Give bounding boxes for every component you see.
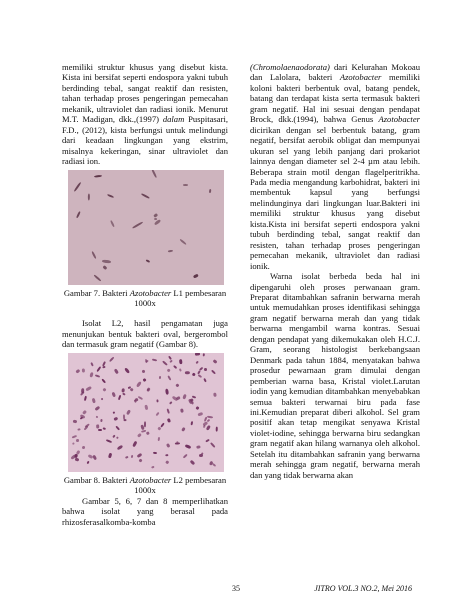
bacterium-cell — [183, 394, 188, 400]
bacterium-cell — [145, 387, 150, 392]
right-paragraph-2: Warna isolat berbeda beda hal ini dipengaruhi oleh proses perwanaan gram. Preparat ditambahkan safranin berwarna merah untuk memudahkan proses identifikasi sehingga gram negatif berwarna merah dan yang tidak berwarna mengambil warna kontras. Sesuai dengan pendapat yang dikemukakan oleh H.C.J. Gram, seorang histologist berkebangsaan Denmark pada tahun 1884, menyatakan bahwa prosedur pewarnaan gram dimulai dengan pemberian warna basa, Kristal violet.Larutan iodin yang kemudian ditambahkan menyebabkan semua bakteri terwarnai biru pada fase ini.Kemudian preparat diberi alkohol. Sel gram positif akan tetap mengikat senyawa Kristal violet-iodine, sehingga berwarna biru sedangkan gram negatif akan hilang warnanya oleh alkohol. Setelah itu ditambahkan safranin yang berwarna merah sehingga gram negatif, berwarna merah dan yang tidak berwarna akan — [250, 271, 420, 480]
bacterium-cell — [73, 182, 81, 192]
right-paragraph-1-species: (Chromolaenaodorata) — [250, 62, 330, 72]
left-paragraph-1-end: Puspitasari, F.D., (2012), kista berfungsi untuk melindungi dari keadaan lingkungan yang ekstrim, misalnya kekeringan, sinar ultraviolet dan radiasi ion. — [62, 114, 228, 167]
bacterium-cell — [192, 395, 196, 398]
bacterium-cell — [206, 439, 210, 442]
right-paragraph-1-text-b: memiliki koloni bakteri berbentuk oval, batang pendek, batang dan terdapat kista serta termasuk bakteri gram negatif. Hal ini sesuai dengan pendapat Brock, dkk.(1994), bahwa Genus — [250, 72, 420, 125]
bacterium-cell — [215, 427, 217, 432]
bacterium-cell — [87, 461, 91, 465]
bacterium-cell — [72, 443, 75, 445]
bacterium-cell — [125, 456, 128, 459]
bacterium-cell — [153, 218, 156, 220]
bacterium-cell — [100, 419, 103, 422]
bacterium-cell — [158, 437, 160, 441]
bacterium-cell — [176, 396, 181, 400]
bacterium-cell — [129, 387, 134, 392]
bacterium-cell — [145, 405, 149, 410]
bacterium-cell — [142, 370, 146, 374]
bacterium-cell — [131, 455, 134, 459]
bacterium-cell — [75, 458, 79, 462]
bacterium-cell — [175, 442, 180, 444]
bacterium-cell — [168, 250, 173, 253]
bacterium-cell — [110, 220, 115, 227]
bacterium-cell — [153, 452, 158, 455]
bacterium-cell — [146, 431, 150, 435]
bacterium-cell — [87, 194, 89, 201]
bacterium-cell — [122, 393, 125, 396]
bacterium-cell — [113, 416, 118, 421]
bacterium-cell — [206, 425, 211, 431]
page-number: 35 — [232, 584, 240, 593]
bacterium-cell — [168, 375, 172, 380]
bacterium-cell — [124, 414, 126, 419]
bacterium-cell — [75, 369, 80, 374]
bacterium-cell — [111, 392, 116, 398]
bacterium-cell — [146, 259, 150, 262]
bacterium-cell — [98, 429, 102, 431]
bacterium-cell — [173, 365, 178, 370]
bacterium-cell — [132, 221, 143, 229]
bacterium-cell — [184, 444, 190, 449]
bacterium-cell — [199, 454, 203, 457]
bacterium-cell — [197, 412, 203, 416]
bacterium-cell — [211, 369, 216, 374]
bacterium-cell — [101, 378, 106, 384]
bacterium-cell — [81, 369, 85, 374]
left-paragraph-3: Gambar 5, 6, 7 dan 8 memperlihatkan bahwa isolat yang berasal pada rhizosferasalkomba-komba — [62, 495, 228, 527]
bacterium-cell — [95, 406, 101, 411]
bacterium-cell — [165, 454, 168, 456]
bacterium-cell — [178, 369, 181, 372]
bacterium-cell — [79, 417, 83, 420]
bacterium-cell — [185, 371, 190, 374]
figure-8-caption-detail: L2 pembesaran 1000x — [134, 474, 227, 496]
left-paragraph-1-emphasis: dalam — [162, 114, 185, 125]
bacterium-cell — [76, 212, 81, 219]
bacterium-cell — [102, 387, 106, 391]
bacterium-cell — [115, 425, 120, 430]
bacterium-cell — [178, 359, 182, 364]
bacterium-cell — [72, 420, 77, 423]
bacterium-cell — [90, 362, 94, 366]
bacterium-cell — [115, 436, 118, 439]
bacterium-cell — [79, 391, 84, 396]
right-paragraph-1-genus-b: Azotobacter — [378, 114, 420, 125]
bacterium-cell — [208, 189, 211, 193]
left-column — [62, 62, 228, 527]
bacterium-cell — [203, 378, 207, 382]
bacterium-cell — [94, 175, 102, 178]
bacterium-cell — [102, 265, 107, 270]
bacterium-cell — [195, 361, 199, 365]
figure-7-caption-genus: Azotobacter — [129, 287, 172, 298]
bacterium-cell — [156, 412, 160, 416]
bacterium-cell — [197, 370, 201, 374]
bacterium-cell — [114, 368, 119, 374]
bacterium-cell — [203, 353, 205, 357]
bacterium-cell — [97, 366, 102, 372]
bacterium-cell — [169, 359, 173, 363]
bacterium-cell — [142, 377, 146, 382]
bacterium-cell — [102, 427, 106, 430]
bacterium-cell — [141, 193, 150, 199]
bacterium-cell — [190, 459, 196, 465]
bacterium-cell — [192, 372, 196, 376]
bacterium-cell — [162, 360, 168, 365]
bacterium-cell — [213, 359, 218, 364]
bacterium-cell — [152, 358, 157, 361]
bacterium-cell — [139, 459, 143, 463]
bacterium-cell — [93, 274, 101, 281]
bacterium-cell — [196, 446, 201, 449]
bacterium-cell — [204, 368, 207, 371]
figure-7-micrograph — [68, 170, 224, 285]
bacterium-cell — [207, 415, 213, 418]
bacterium-cell — [183, 184, 188, 186]
right-paragraph-1-text-c: dicirikan dengan sel berbentuk batang, gram negatif, bersifat aerobik obligat dan mempunyai ukuran sel yang lebih panjang dari prokariot lainnya dengan diameter sel 2-4 µm atau lebih. Beberapa strain motil dengan flagelperitrikha. Pada media mengandung karbohidrat, bakteri ini membentuk kapsul yang berfungsi melindunginya dari lingkungan luar.Bakteri ini memiliki struktur khusus yang disebut kista.Kista ini bersifat seperti endospora yakni tubuh berdinding tebal, sangat reaktif dan resisten, tahan terhadap proses pengeringan pemecahan mekanik, ultraviolet dan radiasi ionik. — [250, 124, 420, 271]
left-paragraph-2: Isolat L2, hasil pengamatan juga menunjukan bentuk bakteri oval, bergerombol dan termasuk gram negatif (Gambar 8). — [62, 318, 228, 350]
bacterium-cell — [166, 369, 171, 374]
bacterium-cell — [86, 386, 92, 391]
bacterium-cell — [180, 408, 184, 412]
bacterium-cell — [96, 415, 99, 417]
bacterium-cell — [106, 194, 113, 199]
bacterium-cell — [196, 406, 200, 410]
bacterium-cell — [126, 410, 131, 416]
figure-8-caption-genus: Azotobacter — [129, 474, 172, 485]
right-paragraph-1-genus-a: Azotobacter — [339, 72, 382, 83]
bacterium-cell — [159, 376, 162, 379]
bacterium-cell — [117, 445, 124, 451]
bacterium-cell — [213, 392, 217, 396]
bacterium-cell — [106, 439, 112, 443]
bacterium-cell — [83, 395, 86, 400]
bacterium-cell — [151, 170, 157, 179]
bacterium-cell — [210, 442, 215, 447]
bacterium-cell — [157, 427, 161, 431]
bacterium-cell — [95, 374, 101, 378]
bacterium-cell — [137, 433, 142, 438]
bacterium-cell — [97, 424, 100, 428]
bacterium-cell — [136, 381, 142, 387]
bacterium-cell — [167, 418, 171, 423]
bacterium-cell — [150, 465, 154, 468]
journal-info: JITRO VOL.3 NO.2, Mei 2016 — [314, 584, 412, 593]
bacterium-cell — [175, 384, 179, 388]
bacterium-cell — [191, 421, 194, 425]
bacterium-cell — [203, 424, 206, 427]
bacterium-cell — [144, 421, 146, 427]
bacterium-cell — [179, 238, 187, 245]
figure-7-caption-detail: L1 pembesaran 1000x — [134, 287, 227, 308]
right-paragraph-1-text-a: dari Kelurahan Mokoau dan Lalolara, bakteri — [250, 62, 420, 83]
right-paragraph-1 — [250, 62, 420, 271]
bacterium-cell — [91, 398, 96, 404]
bacterium-cell — [183, 454, 188, 459]
right-column — [250, 62, 420, 480]
bacterium-cell — [132, 440, 138, 446]
bacterium-cell — [195, 353, 200, 356]
bacterium-cell — [166, 443, 171, 448]
bacterium-cell — [167, 408, 170, 413]
bacterium-cell — [109, 356, 114, 362]
left-paragraph-1 — [62, 62, 228, 167]
figure-7-caption — [62, 288, 228, 309]
bacterium-cell — [155, 399, 158, 403]
bacterium-cell — [165, 461, 169, 465]
bacterium-cell — [92, 455, 97, 461]
bacterium-cell — [144, 359, 147, 364]
bacterium-cell — [181, 427, 186, 432]
bacterium-cell — [136, 453, 142, 458]
bacterium-cell — [118, 395, 121, 401]
bacterium-cell — [124, 367, 130, 374]
bacterium-cell — [102, 366, 105, 369]
bacterium-cell — [108, 453, 112, 458]
bacterium-cell — [82, 410, 86, 414]
bacterium-cell — [101, 398, 104, 401]
bacterium-cell — [193, 274, 199, 279]
bacterium-cell — [101, 260, 110, 264]
bacterium-cell — [82, 445, 86, 449]
figure-7-caption-label: Gambar 7. Bakteri — [63, 287, 128, 298]
bacterium-cell — [92, 251, 97, 259]
bacterium-cell — [77, 428, 80, 430]
bacterium-cell — [165, 388, 169, 394]
left-paragraph-1-text: memiliki struktur khusus yang disebut kista. Kista ini bersifat seperti endospora yakni tubuh berdinding tebal, sangat reaktif dan resisten, tahan terhadap proses pengeringan pemecahan mekanik, ultraviolet dan radiasi ionik. Menurut M.T. Madigan, dkk.,(1997) — [62, 62, 228, 125]
bacterium-cell — [90, 372, 95, 378]
figure-8-micrograph — [68, 353, 224, 472]
figure-8-caption — [62, 475, 228, 496]
bacterium-cell — [76, 438, 80, 442]
bacterium-cell — [169, 401, 173, 405]
figure-8-caption-label: Gambar 8. Bakteri — [63, 474, 128, 485]
bacterium-cell — [113, 412, 116, 414]
